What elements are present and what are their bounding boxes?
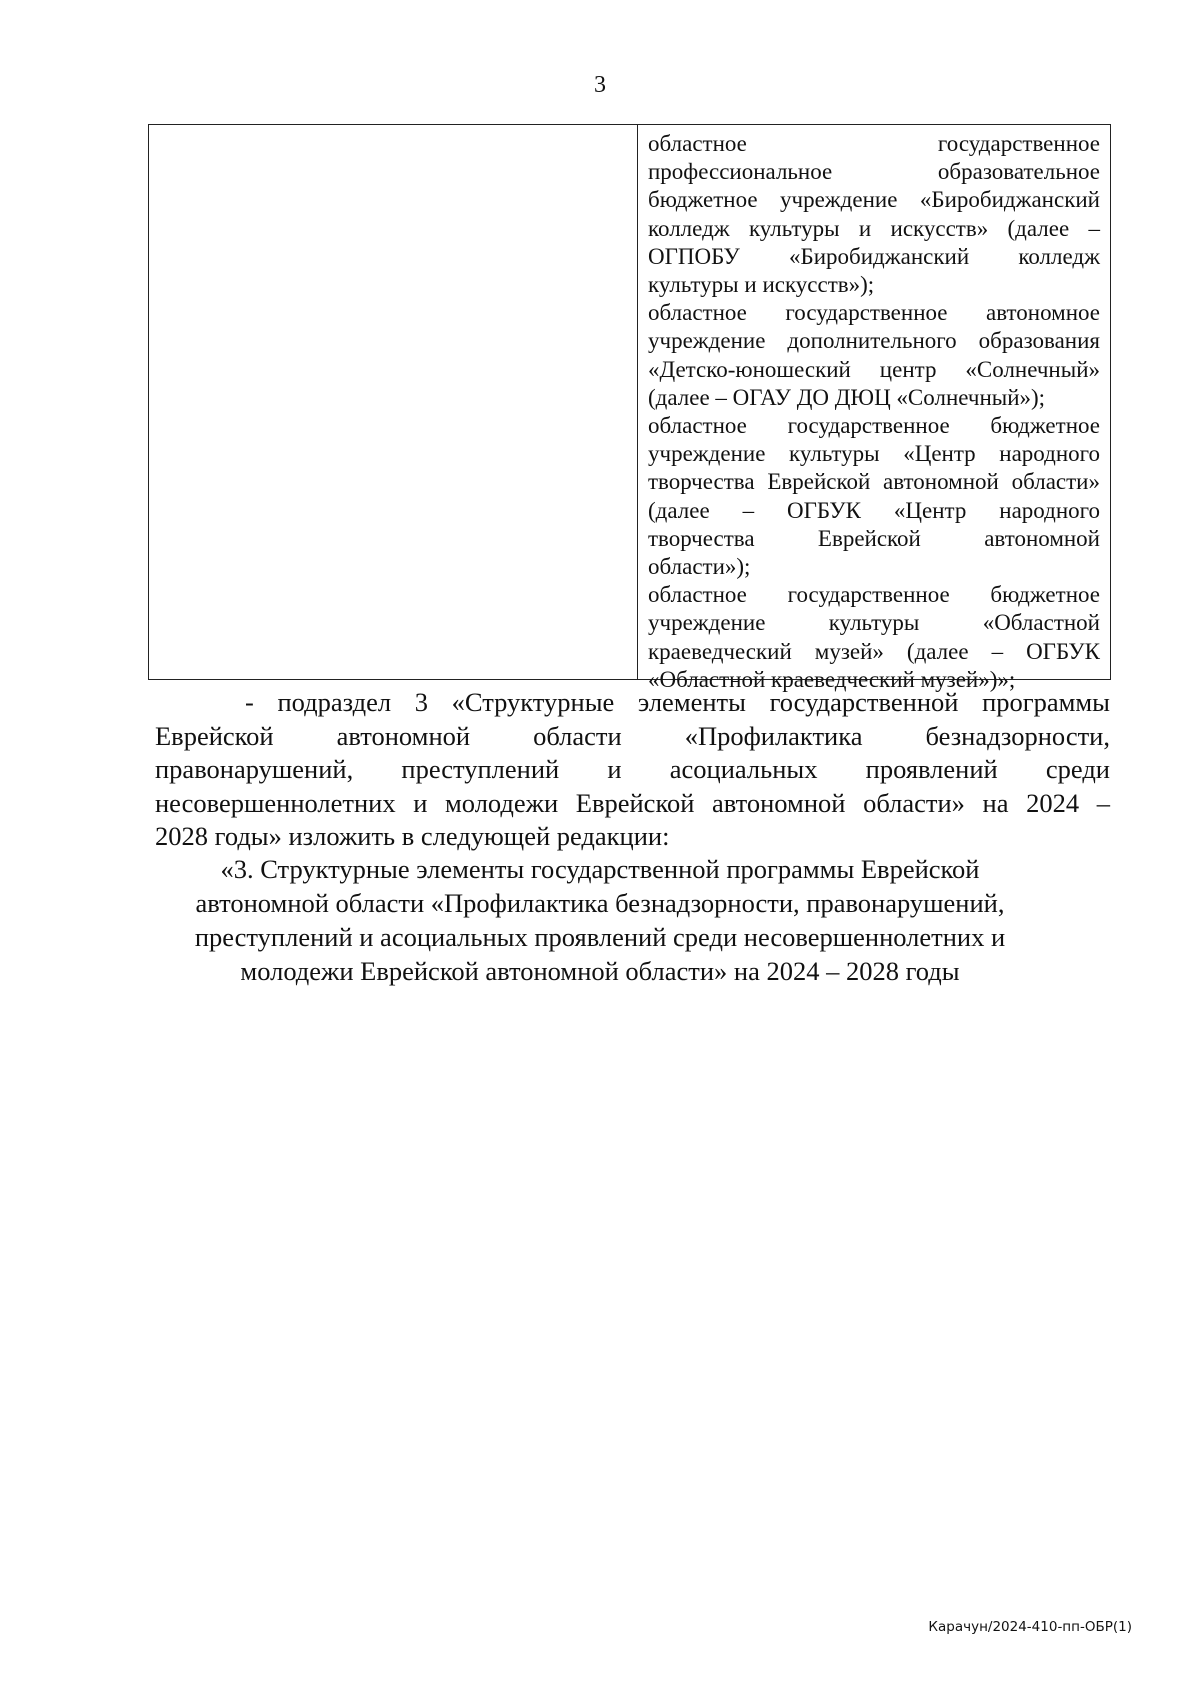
heading-line: «3. Структурные элементы государственной программы Еврейской xyxy=(220,854,980,884)
table-text-line: учреждение дополнительного образования xyxy=(648,328,1100,354)
amendment-paragraph xyxy=(155,686,1110,854)
paragraph-line: Еврейской автономной области «Профилактика безнадзорности, xyxy=(155,720,1110,751)
document-code: Карачун/2024-410-пп-ОБР(1) xyxy=(928,1619,1132,1635)
table-cell-institutions xyxy=(638,125,1110,692)
table-text-line: (далее – ОГАУ ДО ДЮЦ «Солнечный»); xyxy=(648,384,1046,410)
table-text-line: творчества Еврейской автономной области» xyxy=(648,469,1100,495)
heading-line: молодежи Еврейской автономной области» на 2024 – 2028 годы xyxy=(240,956,960,986)
section-heading xyxy=(0,852,1200,988)
paragraph-line: - подраздел 3 «Структурные элементы государственной программы xyxy=(245,687,1110,717)
table-cell-empty xyxy=(149,125,638,679)
table-text-line: областное государственное бюджетное xyxy=(648,413,1100,439)
page-number: 3 xyxy=(594,72,606,98)
table-text-line: творчества Еврейской автономной xyxy=(648,525,1100,551)
table-text-line: (далее – ОГБУК «Центр народного xyxy=(648,497,1100,523)
table-text-line: областное государственное xyxy=(648,131,1100,156)
institutions-table xyxy=(148,124,1111,692)
table-text-line: областное государственное автономное xyxy=(648,300,1100,326)
paragraph-line: 2028 годы» изложить в следующей редакции: xyxy=(155,821,670,851)
table-text-line: ОГПОБУ «Биробиджанский колледж xyxy=(648,243,1100,269)
heading-line: преступлений и асоциальных проявлений среди несовершеннолетних и xyxy=(194,922,1006,952)
table-text-line: «Детско-юношеский центр «Солнечный» xyxy=(648,356,1100,382)
table-text-line: учреждение культуры «Центр народного xyxy=(648,441,1100,467)
table-text-line: областное государственное бюджетное xyxy=(648,582,1100,608)
table-text-line: «Областной краеведческий музей»)»; xyxy=(648,666,1016,692)
table-text-line: области»); xyxy=(648,554,751,580)
table-text-line: краеведческий музей» (далее – ОГБУК xyxy=(648,638,1100,664)
heading-line: автономной области «Профилактика безнадзорности, правонарушений, xyxy=(195,888,1005,918)
table-text-line: колледж культуры и искусств» (далее – xyxy=(648,215,1100,241)
table-text-line: культуры и искусств»); xyxy=(648,272,875,298)
paragraph-line: несовершеннолетних и молодежи Еврейской автономной области» на 2024 – xyxy=(155,787,1110,818)
paragraph-line: правонарушений, преступлений и асоциальных проявлений среди xyxy=(155,754,1110,784)
table-text-line: профессиональное образовательное xyxy=(648,159,1100,185)
table-text-line: учреждение культуры «Областной xyxy=(648,610,1100,636)
table-text-line: бюджетное учреждение «Биробиджанский xyxy=(648,187,1100,213)
